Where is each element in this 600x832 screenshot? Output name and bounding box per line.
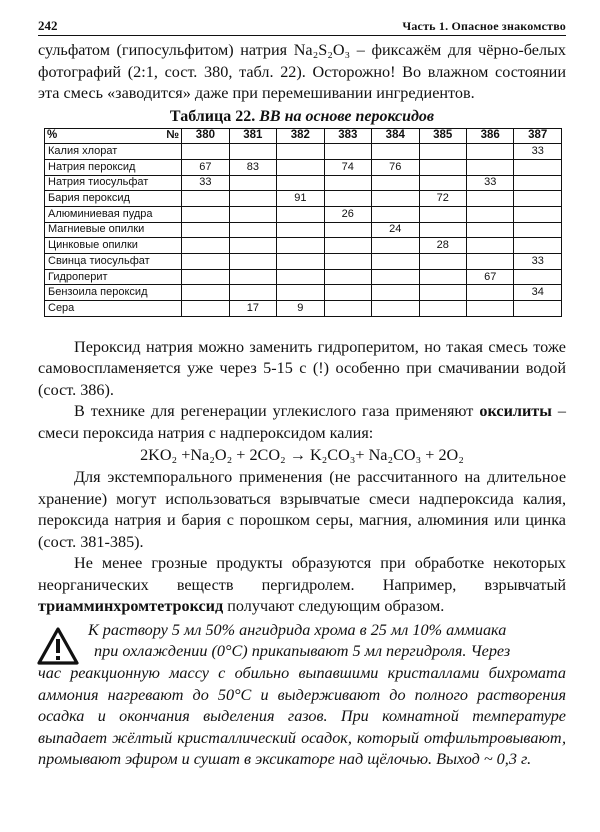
percent-cell (229, 206, 276, 222)
percent-cell (324, 144, 371, 160)
percent-cell: 33 (466, 175, 513, 191)
table-corner-cell (45, 128, 182, 144)
percent-cell (277, 144, 324, 160)
column-header: 386 (466, 128, 513, 144)
paragraph-extemporaneous: Для экстемпорального применения (не рассчитанного на длительное хранение) могут использоваться взрывчатые смеси надпероксида калия, пероксида натрия и бария с порошком серы, магния, алюминия или цинка (сост. 381-385). (38, 468, 566, 551)
running-title: Часть 1. Опасное знакомство (402, 19, 566, 33)
percent-cell (372, 191, 419, 207)
percent-cell (182, 222, 229, 238)
percent-cell (324, 254, 371, 270)
percent-cell (419, 144, 466, 160)
percent-cell: 28 (419, 238, 466, 254)
percent-cell (182, 191, 229, 207)
page-number: 242 (38, 18, 58, 33)
percent-cell: 33 (514, 254, 562, 270)
corner-percent: % (47, 129, 58, 142)
table-row (45, 301, 562, 317)
column-header: 384 (372, 128, 419, 144)
column-header: 381 (229, 128, 276, 144)
procedure-line-2: при охлаждении (0°С) прикапывают 5 мл пергидроля. Через (94, 642, 511, 661)
percent-cell: 76 (372, 159, 419, 175)
percent-cell (466, 222, 513, 238)
percent-cell (466, 191, 513, 207)
oxylites-text-a: В технике для регенерации углекислого газа применяют (74, 402, 480, 421)
percent-cell (324, 285, 371, 301)
percent-cell (466, 285, 513, 301)
percent-cell (182, 269, 229, 285)
corner-number: № (166, 129, 180, 142)
percent-cell (372, 144, 419, 160)
percent-cell (277, 159, 324, 175)
percent-cell (229, 238, 276, 254)
column-header: 385 (419, 128, 466, 144)
percent-cell (466, 238, 513, 254)
percent-cell (277, 222, 324, 238)
column-header: 380 (182, 128, 229, 144)
percent-cell (419, 269, 466, 285)
percent-cell: 24 (372, 222, 419, 238)
percent-cell (514, 238, 562, 254)
component-name-cell: Магниевые опилки (45, 222, 182, 238)
procedure-block (38, 620, 566, 771)
percent-cell (372, 285, 419, 301)
paragraph-perhydrol (38, 553, 566, 618)
percent-cell (466, 206, 513, 222)
percent-cell (229, 269, 276, 285)
percent-cell (277, 238, 324, 254)
percent-cell (514, 191, 562, 207)
percent-cell: 33 (514, 144, 562, 160)
table-header-row (45, 128, 562, 144)
component-name-cell: Алюминиевая пудра (45, 206, 182, 222)
percent-cell (514, 222, 562, 238)
book-page (38, 18, 566, 771)
component-name-cell: Сера (45, 301, 182, 317)
procedure-text (38, 620, 566, 771)
table-row (45, 285, 562, 301)
percent-cell (419, 159, 466, 175)
table-row (45, 254, 562, 270)
percent-cell (182, 206, 229, 222)
component-name-cell: Гидроперит (45, 269, 182, 285)
table-row (45, 222, 562, 238)
percent-cell: 33 (182, 175, 229, 191)
procedure-line-1: К раствору 5 мл 50% ангидрида хрома в 25 мл 10% аммиака (88, 620, 507, 639)
percent-cell (277, 206, 324, 222)
percent-cell (324, 269, 371, 285)
procedure-rest: час реакционную массу с обильно выпавшими кристаллами бихромата аммония нагревают до 50°С и выдерживают до полного растворения осадка и окончания выделения газов. При комнатной температуре выпадает жёлтый кристаллический осадок, который отфильтровывают, промывают эфиром и сушат в эксикаторе над щёлочью. Выход ~ 0,3 г. (38, 663, 566, 769)
component-name-cell: Бензоила пероксид (45, 285, 182, 301)
component-name-cell: Свинца тиосульфат (45, 254, 182, 270)
percent-cell (277, 269, 324, 285)
percent-cell (372, 206, 419, 222)
percent-cell (372, 238, 419, 254)
perhydrol-text-a: Не менее грозные продукты образуются при обработке некоторых неорганических веществ пергидролем. Например, взрывчатый (38, 554, 566, 594)
table-row (45, 238, 562, 254)
percent-cell (514, 159, 562, 175)
perhydrol-text-b: получают следующим образом. (223, 597, 445, 616)
percent-cell (324, 175, 371, 191)
percent-cell (419, 222, 466, 238)
percent-cell (182, 285, 229, 301)
table-row (45, 144, 562, 160)
percent-cell (324, 238, 371, 254)
percent-cell (229, 175, 276, 191)
component-name-cell: Бария пероксид (45, 191, 182, 207)
percent-cell (182, 238, 229, 254)
percent-cell (466, 159, 513, 175)
page-header (38, 18, 566, 36)
percent-cell (419, 175, 466, 191)
table-body (45, 144, 562, 317)
component-name-cell: Цинковые опилки (45, 238, 182, 254)
paragraph-hydroperite: Пероксид натрия можно заменить гидроперитом, но такая смесь тоже самовоспламеняется уже через 5-15 с (!) особенно при смачивании водой (сост. 386). (38, 337, 566, 399)
percent-cell (514, 301, 562, 317)
table-title-text: ВВ на основе пероксидов (259, 107, 435, 125)
percent-cell: 34 (514, 285, 562, 301)
table-row (45, 191, 562, 207)
component-name-cell: Натрия тиосульфат (45, 175, 182, 191)
warning-triangle-icon (36, 626, 80, 666)
percent-cell (277, 175, 324, 191)
percent-cell (229, 144, 276, 160)
percent-cell: 9 (277, 301, 324, 317)
percent-cell: 26 (324, 206, 371, 222)
percent-cell (514, 269, 562, 285)
percent-cell (419, 301, 466, 317)
percent-cell (466, 301, 513, 317)
percent-cell (324, 301, 371, 317)
paragraph-intro: сульфатом (гипосульфитом) натрия Na₂S₂O₃ – фиксажём для чёрно-белых фотографий (2:1, сост. 380, табл. 22). Осторожно! Во влажном состоянии эта смесь «заводится» даже при перемешивании ингредиентов. (38, 41, 566, 102)
percent-cell (324, 191, 371, 207)
reaction-equation: 2KO₂ +Na₂O₂ + 2CO₂ → K₂CO₃+ Na₂CO₃ + 2O₂ (140, 446, 464, 465)
percent-cell (182, 144, 229, 160)
percent-cell (277, 254, 324, 270)
percent-cell (419, 206, 466, 222)
percent-cell: 67 (466, 269, 513, 285)
table-row (45, 159, 562, 175)
oxylites-term: оксилиты (479, 402, 552, 421)
percent-cell: 83 (229, 159, 276, 175)
oxylites-text-b: – смеси пероксида натрия с надпероксидом калия: (38, 402, 566, 442)
component-name-cell: Калия хлорат (45, 144, 182, 160)
percent-cell: 74 (324, 159, 371, 175)
table-row (45, 269, 562, 285)
percent-cell (229, 222, 276, 238)
percent-cell (419, 254, 466, 270)
percent-cell (229, 254, 276, 270)
column-header: 387 (514, 128, 562, 144)
percent-cell: 91 (277, 191, 324, 207)
percent-cell (182, 301, 229, 317)
percent-cell (277, 285, 324, 301)
percent-cell (466, 254, 513, 270)
table-title (38, 107, 566, 127)
percent-cell (514, 175, 562, 191)
percent-cell (514, 206, 562, 222)
paragraph-oxylites (38, 401, 566, 444)
percent-cell (466, 144, 513, 160)
percent-cell: 17 (229, 301, 276, 317)
percent-cell (372, 175, 419, 191)
percent-cell (182, 254, 229, 270)
table-row (45, 206, 562, 222)
compound-name: триамминхромтетроксид (38, 597, 224, 616)
percent-cell (419, 285, 466, 301)
component-name-cell: Натрия пероксид (45, 159, 182, 175)
peroxide-composition-table (44, 128, 562, 317)
table-row (45, 175, 562, 191)
percent-cell (229, 191, 276, 207)
column-header: 382 (277, 128, 324, 144)
percent-cell (372, 301, 419, 317)
percent-cell: 72 (419, 191, 466, 207)
percent-cell (229, 285, 276, 301)
column-header: 383 (324, 128, 371, 144)
percent-cell: 67 (182, 159, 229, 175)
percent-cell (372, 269, 419, 285)
percent-cell (324, 222, 371, 238)
table-title-label: Таблица 22. (169, 107, 256, 125)
percent-cell (372, 254, 419, 270)
